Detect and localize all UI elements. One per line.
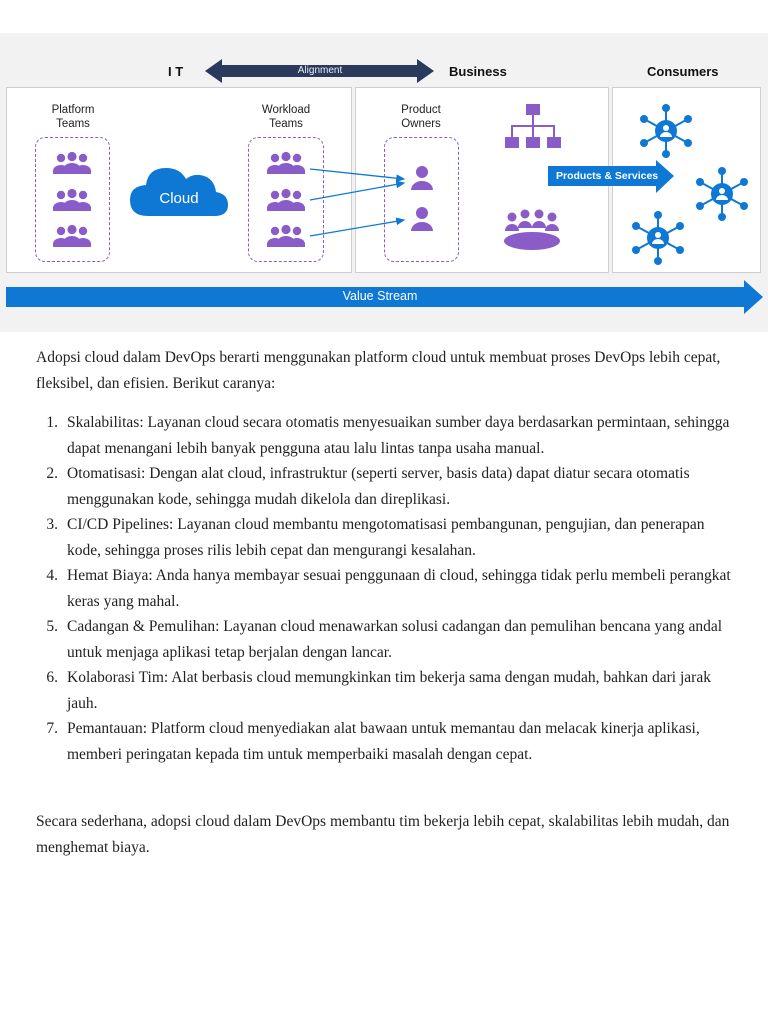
product-owners-label: Product Owners [401,104,441,130]
list-text: Cadangan & Pemulihan: Layanan cloud menawarkan solusi cadangan dan pemulihan bencana yang andal untuk menjaga aplikasi tetap berjalan dengan lancar. [67,618,723,661]
intro-paragraph: Adopsi cloud dalam DevOps berarti menggunakan platform cloud untuk membuat proses DevOps lebih cepat, fleksibel, dan efisien. Berikut caranya: [36,349,721,392]
list-item [36,461,736,512]
list-text: Kolaborasi Tim: Alat berbasis cloud memungkinkan tim bekerja sama dengan mudah, bahkan dari jarak jauh. [67,669,711,712]
list-item [36,563,736,614]
list-item [36,665,736,716]
list-item [36,614,736,665]
workload-teams-label: Workload Teams [261,104,311,130]
list-number: 3. [46,516,58,533]
header-it: I T [168,64,184,79]
list-number: 2. [46,465,58,482]
list-text: CI/CD Pipelines: Layanan cloud membantu mengotomatisasi pembangunan, pengujian, dan penerapan kode, sehingga proses rilis lebih cepat dan mengurangi kesalahan. [67,516,705,559]
products-services-label: Products & Services [556,170,659,182]
connector-arrow [310,183,404,200]
list-number: 5. [46,618,58,635]
list-text: Hemat Biaya: Anda hanya membayar sesuai penggunaan di cloud, sehingga tidak perlu membeli perangkat keras yang mahal. [67,567,731,610]
list-item [36,512,736,563]
platform-teams-label: Platform Teams [51,104,95,130]
list-text: Otomatisasi: Dengan alat cloud, infrastruktur (seperti server, basis data) dapat diatur secara otomatis menggunakan kode, sehingga mudah dikelola dan direplikasi. [67,465,690,508]
list-text: Skalabilitas: Layanan cloud secara otomatis menyesuaikan sumber daya berdasarkan permintaan, sehingga dapat menangani lebih banyak pengguna atau lalu lintas tanpa usaha manual. [67,414,730,457]
devops-cloud-diagram [0,33,768,332]
diagram-arrows [0,33,768,332]
list-number: 7. [46,720,58,737]
header-consumers: Consumers [647,64,719,79]
alignment-label: Alignment [297,65,343,76]
cloud-label: Cloud [159,190,199,207]
list-text: Pemantauan: Platform cloud menyediakan alat bawaan untuk memantau dan melacak kinerja aplikasi, memberi peringatan kepada tim untuk memperbaiki masalah dengan cepat. [67,720,700,763]
list-number: 4. [46,567,58,584]
header-business: Business [449,64,507,79]
connector-arrow [310,220,404,236]
list-number: 1. [46,414,58,431]
value-stream-label: Value Stream [342,289,418,303]
list-item [36,410,736,461]
steps-list [36,410,736,767]
list-number: 6. [46,669,58,686]
connector-arrow [310,169,404,179]
conclusion-paragraph: Secara sederhana, adopsi cloud dalam DevOps membantu tim bekerja lebih cepat, skalabilitas lebih mudah, dan menghemat biaya. [36,813,730,856]
list-item [36,716,736,767]
